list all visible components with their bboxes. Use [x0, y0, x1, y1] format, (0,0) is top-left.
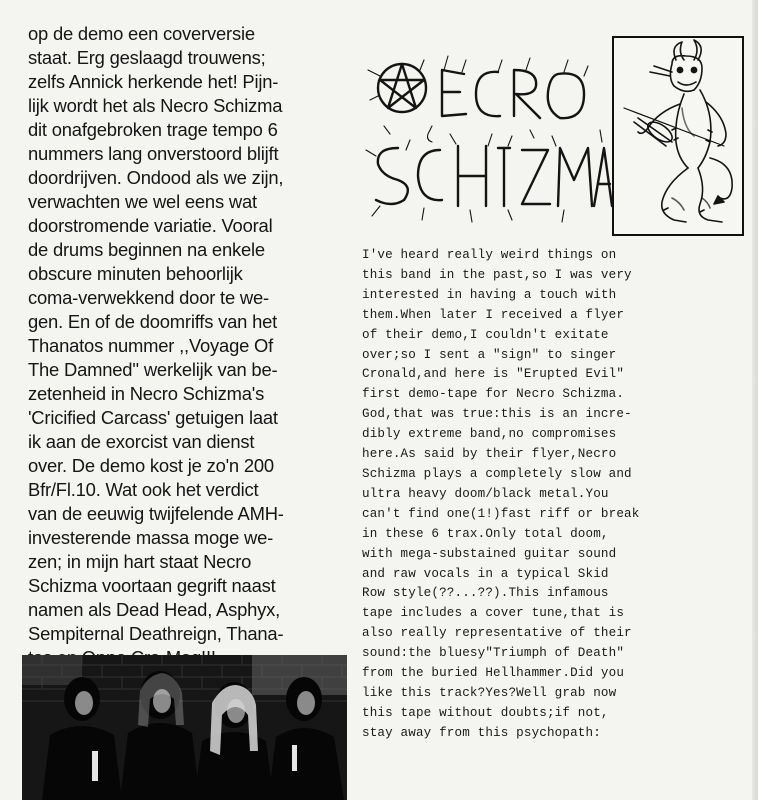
text-line: God,that was true:this is an incre-: [362, 407, 632, 422]
text-line: first demo-tape for Necro Schizma.: [362, 387, 625, 402]
text-line: namen als Dead Head, Asphyx,: [28, 599, 281, 620]
dutch-review-column: [28, 22, 346, 697]
text-line: from the buried Hellhammer.Did you: [362, 666, 625, 681]
text-line: like this track?Yes?Well grab now: [362, 685, 617, 700]
text-line: investerende massa moge we-: [28, 527, 274, 548]
text-line: sound:the bluesy"Triumph of Death": [362, 646, 625, 661]
text-line: The Damned'' werkelijk van be-: [28, 359, 278, 380]
text-line: doorstromende variatie. Vooral: [28, 215, 273, 236]
text-line: nummers lang onverstoord blijft: [28, 143, 279, 164]
text-line: Cronald,and here is "Erupted Evil": [362, 367, 625, 382]
devil-illustration: [612, 36, 744, 236]
text-line: can't find one(1!)fast riff or break: [362, 506, 640, 521]
devil-drawing-graphic: [614, 38, 742, 234]
text-line: obscure minuten behoorlijk: [28, 263, 243, 284]
text-line: dit onafgebroken trage tempo 6: [28, 119, 278, 140]
text-line: interested in having a touch with: [362, 287, 617, 302]
text-line: in these 6 trax.Only total doom,: [362, 526, 609, 541]
band-logo-graphic: [362, 30, 612, 235]
text-line: zen; in mijn hart staat Necro: [28, 551, 252, 572]
text-line: doordrijven. Ondood als we zijn,: [28, 167, 284, 188]
text-line: de drums beginnen na enkele: [28, 239, 265, 260]
text-line: Bfr/Fl.10. Wat ook het verdict: [28, 479, 259, 500]
text-line: Schizma voortaan gegrift naast: [28, 575, 276, 596]
text-line: also really representative of their: [362, 626, 632, 641]
page-edge-shadow: [752, 0, 758, 800]
text-line: gen. En of de doomriffs van het: [28, 311, 278, 332]
text-line: them.When later I received a flyer: [362, 307, 625, 322]
text-line: Row style(??...??).This infamous: [362, 586, 609, 601]
text-line: over;so I sent a "sign" to singer: [362, 347, 617, 362]
text-line: lijk wordt het als Necro Schizma: [28, 95, 283, 116]
text-line: zetenheid in Necro Schizma's: [28, 383, 265, 404]
text-line: here.As said by their flyer,Necro: [362, 447, 617, 462]
dutch-review-text: [28, 22, 346, 670]
band-photo-graphic: [22, 655, 347, 800]
text-line: and raw vocals in a typical Skid: [362, 566, 609, 581]
text-line: of their demo,I couldn't exitate: [362, 327, 609, 342]
text-line: Schizma plays a completely slow and: [362, 466, 632, 481]
text-line: this band in the past,so I was very: [362, 267, 632, 282]
text-line: dibly extreme band,no compromises: [362, 427, 617, 442]
text-line: zelfs Annick herkende het! Pijn-: [28, 71, 279, 92]
text-line: stay away from this psychopath:: [362, 725, 601, 740]
text-line: ik aan de exorcist van dienst: [28, 431, 255, 452]
text-line: Sempiternal Deathreign, Thana-: [28, 623, 284, 644]
text-line: this tape without doubts;if not,: [362, 705, 609, 720]
necro-schizma-logo: [362, 30, 612, 235]
text-line: ultra heavy doom/black metal.You: [362, 486, 609, 501]
text-line: coma-verwekkend door te we-: [28, 287, 269, 308]
band-photo: [22, 655, 347, 800]
text-line: verwachten we wel eens wat: [28, 191, 257, 212]
english-review-text: [362, 246, 752, 744]
text-line: staat. Erg geslaagd trouwens;: [28, 47, 266, 68]
text-line: tape includes a cover tune,that is: [362, 606, 625, 621]
text-line: op de demo een coverversie: [28, 23, 255, 44]
text-line: over. De demo kost je zo'n 200: [28, 455, 274, 476]
text-line: with mega-substained guitar sound: [362, 546, 617, 561]
text-line: 'Cricified Carcass' getuigen laat: [28, 407, 278, 428]
text-line: Thanatos nummer ,,Voyage Of: [28, 335, 274, 356]
text-line: I've heard really weird things on: [362, 248, 617, 262]
text-line: van de eeuwig twijfelende AMH-: [28, 503, 284, 524]
